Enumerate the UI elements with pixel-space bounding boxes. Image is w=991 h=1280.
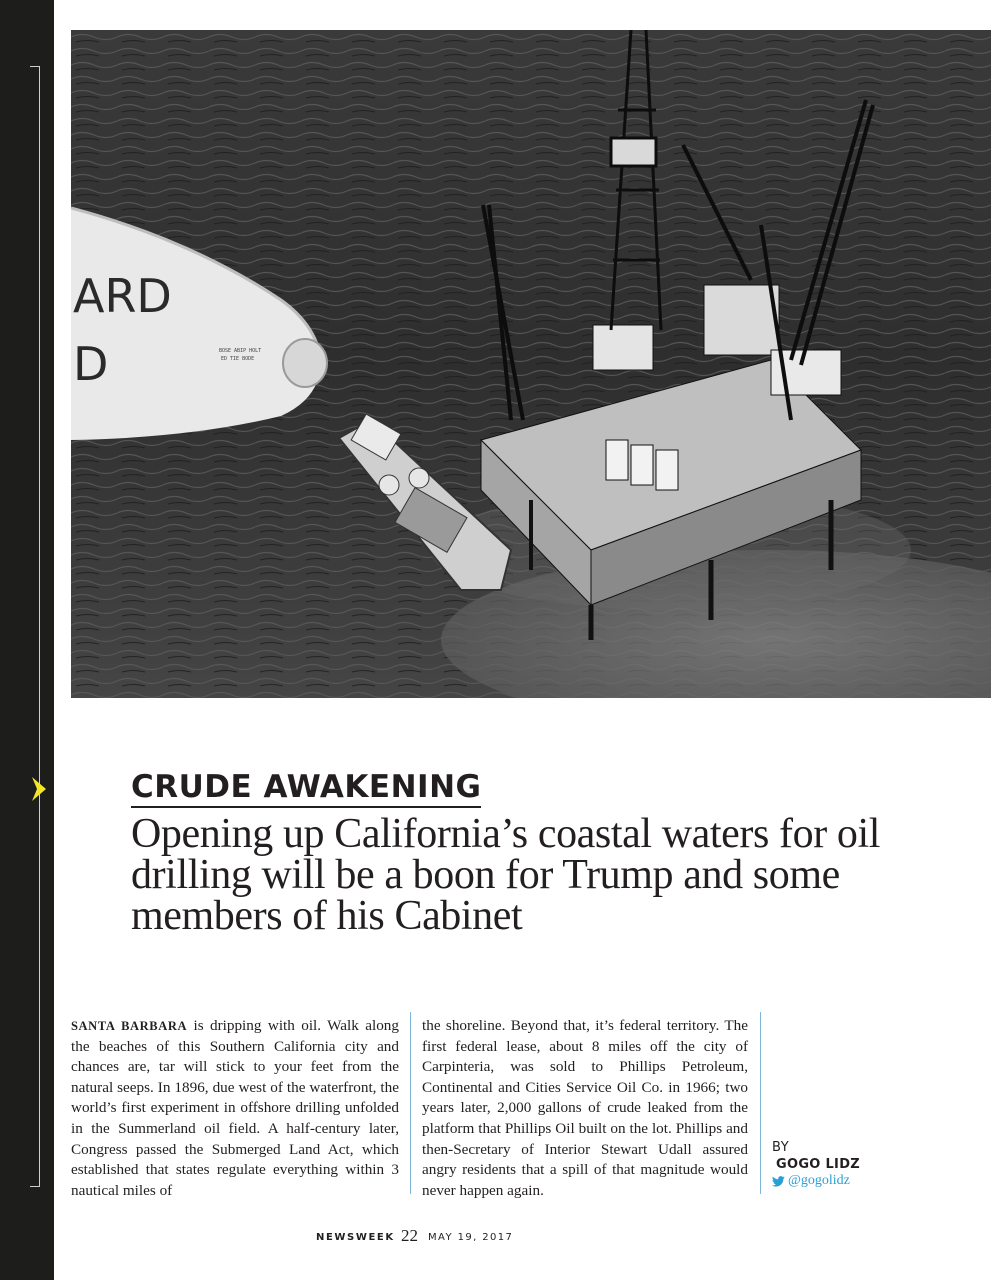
dateline-lead-in: SANTA BARBARA [71, 1019, 188, 1033]
byline [772, 1140, 860, 1189]
svg-text:BOSE ABIP HOLT: BOSE ABIP HOLT [219, 348, 262, 354]
twitter-bird-icon [772, 1176, 785, 1187]
column-rule [410, 1012, 411, 1194]
left-spine [0, 0, 54, 1280]
twitter-handle-link[interactable] [772, 1173, 860, 1189]
chevron-right-icon [30, 776, 48, 802]
body-column-1 [71, 1016, 399, 1201]
magazine-name: NEWSWEEK [316, 1232, 395, 1243]
body-column-2 [422, 1016, 748, 1201]
svg-text:D: D [73, 337, 109, 391]
oil-platform-photo [71, 30, 991, 698]
body-text-2: the shoreline. Beyond that, it’s federal territory. The first federal lease, about 8 miles off the city of Carpinteria, was sold to Phillips Petroleum, Continental and Cities Service Oil Co. in 1966; two years later, 2,000 gallons of crude leaked from the platform that Phillips Oil built on the lot. Phillips and then-Secretary of Interior Stewart Udall assured angry residents that a spill of that magnitude would never happen again. [422, 1017, 748, 1199]
svg-text:ED TIE BODE: ED TIE BODE [221, 356, 255, 362]
page-folio [0, 1226, 991, 1246]
body-text-1: is dripping with oil. Walk along the beaches of this Southern California city and chances are, tar will stick to your feet from the natural seeps. In 1896, due west of the waterfront, the world’s first experiment in offshore drilling unfolded in the Summerland oil field. A half-century later, Congress passed the Submerged Land Act, which established that states regulate everything within 3 nautical miles of [71, 1017, 399, 1199]
svg-text:ARD: ARD [73, 269, 172, 323]
kicker-headline: CRUDE AWAKENING [131, 768, 481, 808]
twitter-handle: @gogolidz [788, 1173, 850, 1188]
issue-date: MAY 19, 2017 [428, 1232, 514, 1243]
byline-label: BY [772, 1140, 790, 1155]
headline-dek: Opening up California’s coastal waters for oil drilling will be a boon for Trump and some members of his Cabinet [131, 811, 881, 939]
spine-rule [39, 66, 40, 1186]
author-name: GOGO LIDZ [776, 1157, 861, 1172]
spine-bottom-tick [30, 1186, 40, 1187]
column-rule [760, 1012, 761, 1194]
page-number: 22 [401, 1226, 418, 1245]
